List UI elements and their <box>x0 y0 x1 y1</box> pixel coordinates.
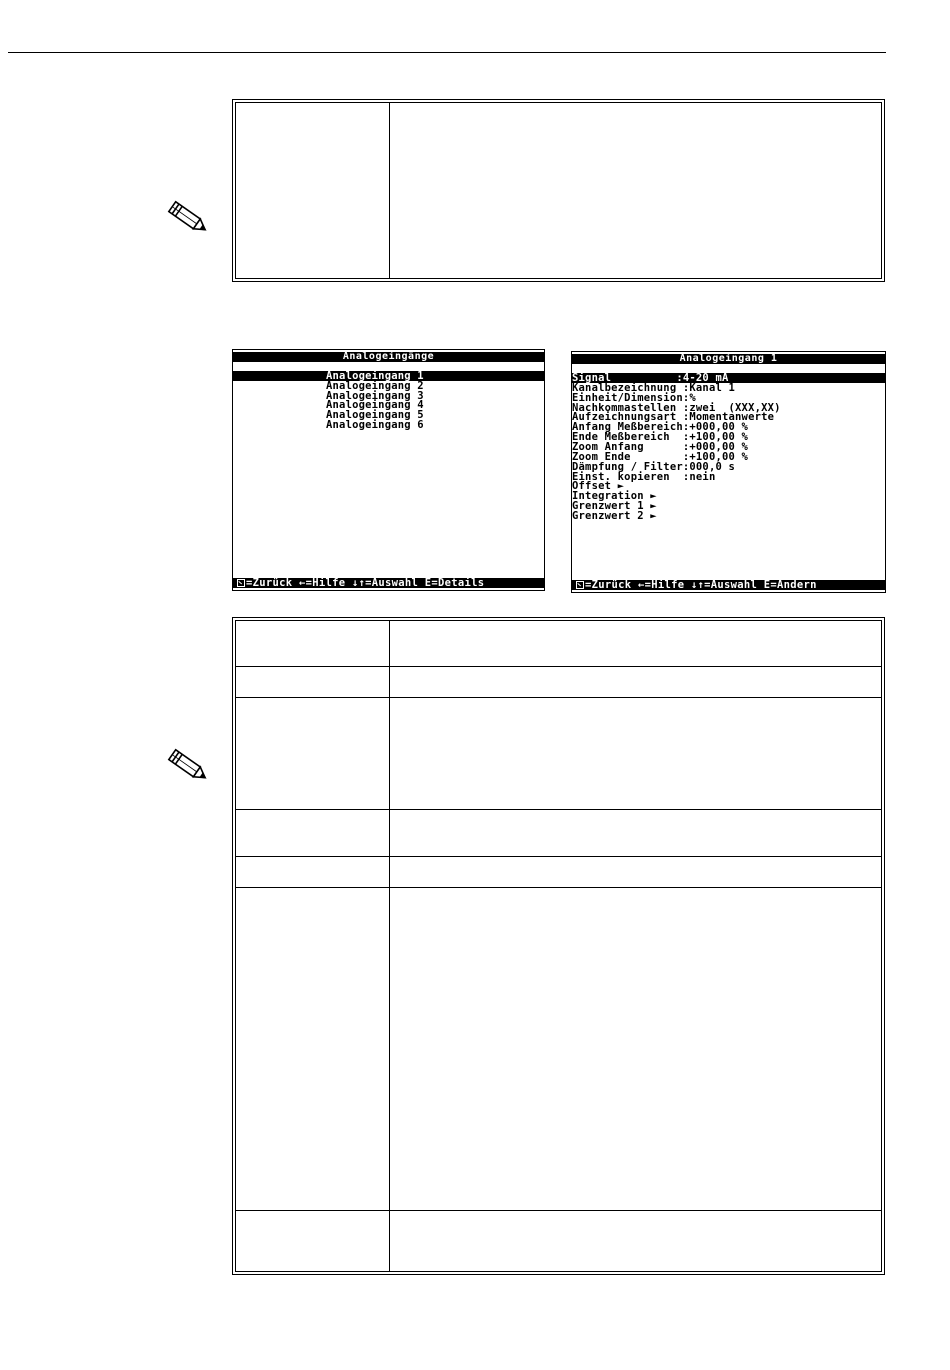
pencil-note-icon <box>163 197 211 237</box>
menu-item[interactable]: Analogeingang 5 <box>326 409 424 422</box>
parameter-row[interactable]: Integration ► <box>572 490 657 503</box>
screen-status-bar <box>233 578 544 588</box>
parameter-row[interactable]: Grenzwert 1 ► <box>572 500 657 513</box>
parameter-row[interactable]: Signal :4-20 mA <box>572 373 885 383</box>
screen-analog-inputs <box>232 349 545 591</box>
menu-item[interactable]: Analogeingang 6 <box>326 419 424 431</box>
parameter-table <box>232 617 885 1275</box>
parameter-row[interactable]: Nachkommastellen :zwei (XXX,XX) <box>572 401 781 414</box>
page-top-rule <box>8 52 886 53</box>
parameter-row[interactable]: Zoom Anfang :+000,00 % <box>572 440 749 453</box>
menu-item[interactable]: Analogeingang 2 <box>326 379 424 392</box>
screen-title: Analogeingang 1 <box>572 354 885 364</box>
parameter-row[interactable]: Ende Meßbereich :+100,00 % <box>572 431 749 444</box>
screen-status-bar <box>572 580 885 590</box>
menu-item[interactable]: Analogeingang 4 <box>326 399 424 412</box>
parameter-row[interactable]: Aufzeichnungsart :Momentanwerte <box>572 411 775 424</box>
screen-analog-input-1 <box>571 351 886 593</box>
parameter-row[interactable]: Einst. kopieren :nein <box>572 470 716 483</box>
menu-item[interactable]: Analogeingang 3 <box>326 389 424 402</box>
parameter-row[interactable]: Kanalbezeichnung :Kanal 1 <box>572 381 736 394</box>
parameter-row[interactable]: Offset ► <box>572 480 625 493</box>
status-text: =Zurück ←=Hilfe ↓↑=Auswahl E=Ändern <box>585 580 817 590</box>
note-table-top <box>232 99 885 282</box>
parameter-row[interactable]: Anfang Meßbereich:+000,00 % <box>572 421 749 434</box>
parameter-row[interactable]: Grenzwert 2 ► <box>572 509 657 522</box>
status-text: =Zurück ←=Hilfe ↓↑=Auswahl E=Details <box>246 578 485 588</box>
parameter-row[interactable]: Dämpfung / Filter:000,0 s <box>572 460 736 473</box>
parameter-row[interactable]: Zoom Ende :+100,00 % <box>572 450 749 463</box>
enter-key-icon <box>237 579 245 587</box>
menu-item[interactable]: Analogeingang 1 <box>233 371 544 381</box>
parameter-row[interactable]: Einheit/Dimension:% <box>572 391 696 404</box>
pencil-note-icon <box>163 745 211 785</box>
enter-key-icon <box>576 581 584 589</box>
screen-title: Analogeingänge <box>233 352 544 362</box>
